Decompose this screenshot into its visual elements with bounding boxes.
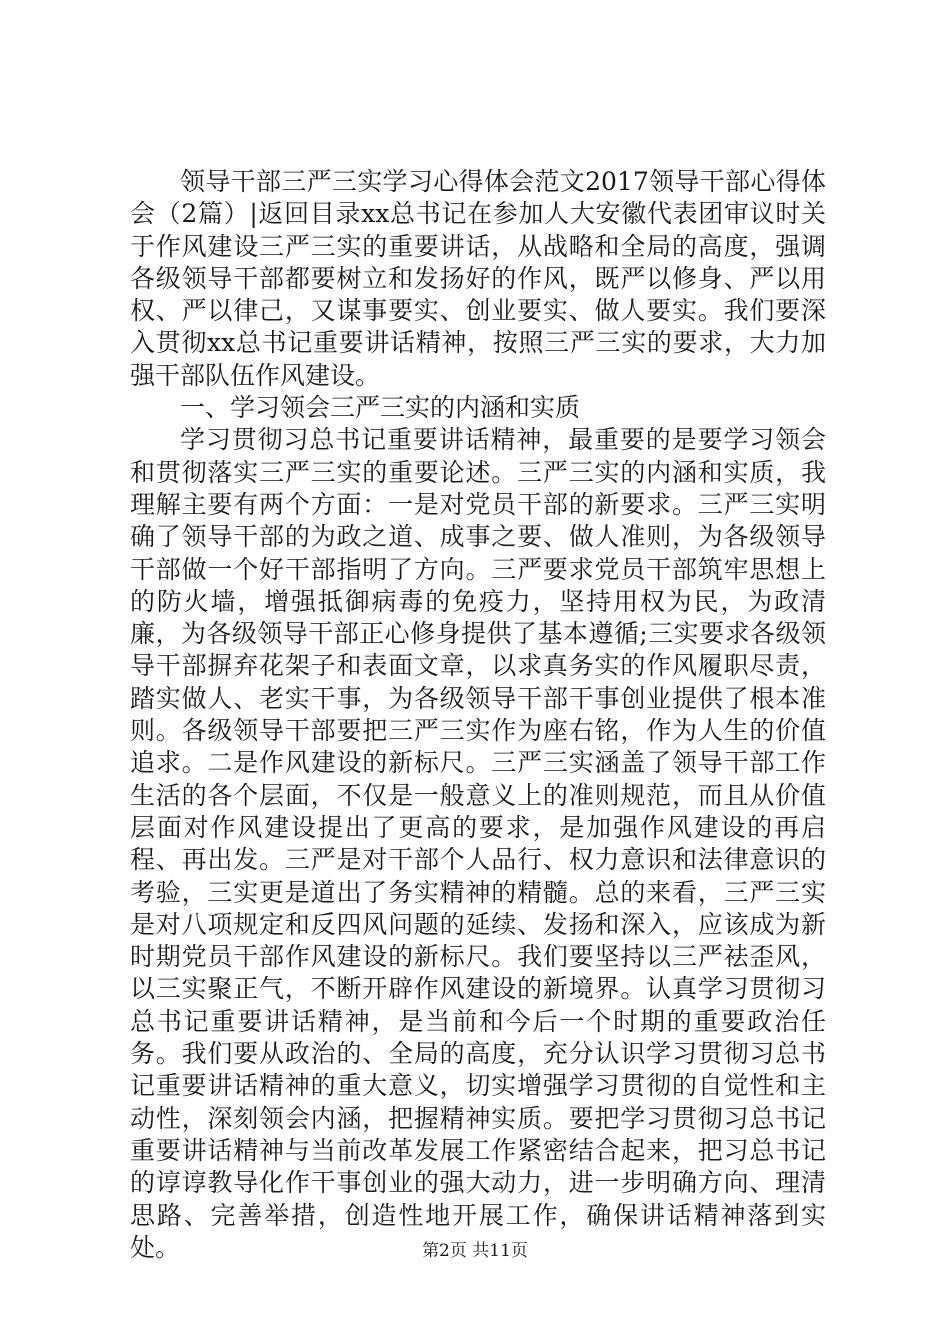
body-paragraph: 学习贯彻习总书记重要讲话精神，最重要的是要学习领会和贯彻落实三严三实的重要论述。三严三实的内涵和实质，我理解主要有两个方面：一是对党员干部的新要求。三严三实明确了领导干部的为政之道、成事之要、做人准则，为各级领导干部做一个好干部指明了方向。三严要求党员干部筑牢思想上的防火墙，增强抵御病毒的免疫力，坚持用权为民，为政清廉，为各级领导干部正心修身提供了基本遵循;三实要求各级领导干部摒弃花架子和表面文章，以求真务实的作风履职尽责，踏实做人、老实干事，为各级领导干部干事创业提供了根本准则。各级领导干部要把三严三实作为座右铭，作为人生的价值追求。二是作风建设的新标尺。三严三实涵盖了领导干部工作生活的各个层面，不仅是一般意义上的准则规范，而且从价值层面对作风建设提出了更高的要求，是加强作风建设的再启程、再出发。三严是对干部个人品行、权力意识和法律意识的考验，三实更是道出了务实精神的精髓。总的来看，三严三实是对八项规定和反四风问题的延续、发扬和深入，应该成为新时期党员干部作风建设的新标尺。我们要坚持以三严祛歪风，以三实聚正气，不断开辟作风建设的新境界。认真学习贯彻习总书记重要讲话精神，是当前和今后一个时期的重要政治任务。我们要从政治的、全局的高度，充分认识学习贯彻习总书记重要讲话精神的重大意义，切实增强学习贯彻的自觉性和主动性，深刻领会内涵，把握精神实质。要把学习贯彻习总书记重要讲话精神与当前改革发展工作紧密结合起来，把习总书记的谆谆教导化作干事创业的强大动力，进一步明确方向、理清思路、完善举措，创造性地开展工作，确保讲话精神落到实处。 [130,425,826,1262]
document-body [130,166,826,1264]
page-number-footer: 第2页 共11页 [422,1241,528,1261]
section-heading: 一、学习领会三严三实的内涵和实质 [180,393,581,423]
intro-paragraph: 领导干部三严三实学习心得体会范文2017领导干部心得体会（2篇）|返回目录xx总书记在参加人大安徽代表团审议时关于作风建设三严三实的重要讲话，从战略和全局的高度，强调各级领导干部都要树立和发扬好的作风，既严以修身、严以用权、严以律己，又谋事要实、创业要实、做人要实。我们要深入贯彻xx总书记重要讲话精神，按照三严三实的要求，大力加强干部队伍作风建设。 [130,167,826,390]
